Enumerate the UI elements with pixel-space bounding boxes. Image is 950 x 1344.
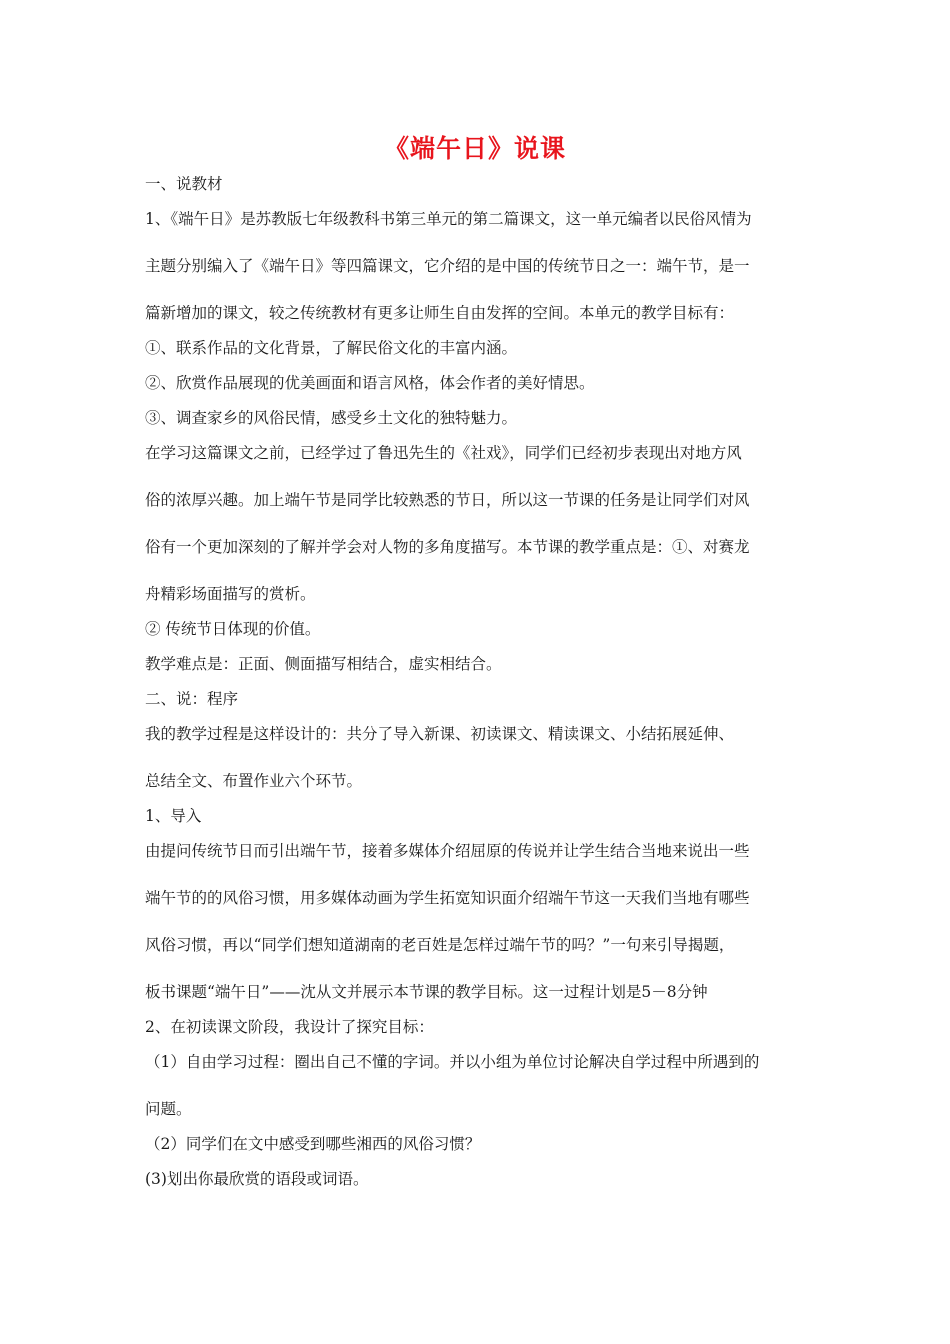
list-item: ③、调查家乡的风俗民情，感受乡土文化的独特魅力。 bbox=[145, 409, 518, 427]
paragraph-line: 1、《端午日》是苏教版七年级教科书第三单元的第二篇课文，这一单元编者以民俗风情为 bbox=[145, 210, 752, 228]
paragraph-line: 问题。 bbox=[145, 1100, 192, 1118]
section-heading: 二、说：程序 bbox=[145, 690, 239, 708]
paragraph-line: 板书课题“端午日”——沈从文并展示本节课的教学目标。这一过程计划是5－8分钟 bbox=[145, 983, 708, 1001]
list-item: （2）同学们在文中感受到哪些湘西的风俗习惯？ bbox=[145, 1135, 481, 1153]
paragraph-line: 俗的浓厚兴趣。加上端午节是同学比较熟悉的节日，所以这一节课的任务是让同学们对风 bbox=[145, 491, 750, 509]
list-item: ①、联系作品的文化背景，了解民俗文化的丰富内涵。 bbox=[145, 339, 518, 357]
paragraph-line: 端午节的的风俗习惯，用多媒体动画为学生拓宽知识面介绍端午节这一天我们当地有哪些 bbox=[145, 889, 750, 907]
list-item: ② 传统节日体现的价值。 bbox=[145, 620, 321, 638]
paragraph-line: 我的教学过程是这样设计的：共分了导入新课、初读课文、精读课文、小结拓展延伸、 bbox=[145, 725, 735, 743]
list-item: （1）自由学习过程：圈出自己不懂的字词。并以小组为单位讨论解决自学过程中所遇到的 bbox=[145, 1053, 760, 1071]
paragraph-line: 教学难点是：正面、侧面描写相结合，虚实相结合。 bbox=[145, 655, 502, 673]
subsection-heading: 1、导入 bbox=[145, 807, 202, 825]
list-item: ②、欣赏作品展现的优美画面和语言风格，体会作者的美好情思。 bbox=[145, 374, 595, 392]
section-heading: 一、说教材 bbox=[145, 175, 223, 193]
paragraph-line: 舟精彩场面描写的赏析。 bbox=[145, 585, 316, 603]
subsection-heading: 2、在初读课文阶段，我设计了探究目标： bbox=[145, 1018, 434, 1036]
paragraph-line: 在学习这篇课文之前，已经学过了鲁迅先生的《社戏》，同学们已经初步表现出对地方风 bbox=[145, 444, 742, 462]
document-body bbox=[145, 175, 813, 1189]
paragraph-line: 总结全文、布置作业六个环节。 bbox=[145, 772, 363, 790]
list-item: (3)划出你最欣赏的语段或词语。 bbox=[145, 1170, 369, 1188]
paragraph-line: 风俗习惯，再以“同学们想知道湖南的老百姓是怎样过端午节的吗？”一句来引导揭题， bbox=[145, 936, 735, 954]
paragraph-line: 由提问传统节日而引出端午节，接着多媒体介绍屈原的传说并让学生结合当地来说出一些 bbox=[145, 842, 750, 860]
paragraph-line: 主题分别编入了《端午日》等四篇课文，它介绍的是中国的传统节日之一：端午节，是一 bbox=[145, 257, 750, 275]
document-title: 《端午日》说课 bbox=[383, 134, 566, 163]
paragraph-line: 俗有一个更加深刻的了解并学会对人物的多角度描写。本节课的教学重点是：①、对赛龙 bbox=[145, 538, 750, 556]
paragraph-line: 篇新增加的课文，较之传统教材有更多让师生自由发挥的空间。本单元的教学目标有： bbox=[145, 304, 735, 322]
